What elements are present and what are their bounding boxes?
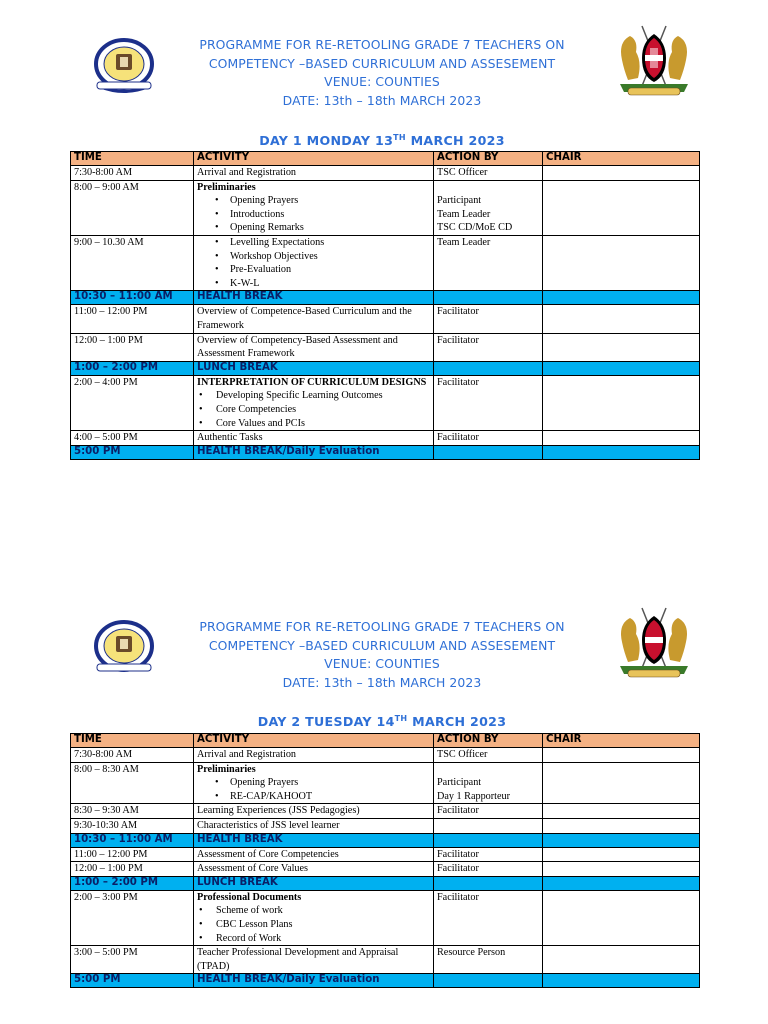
col-action-by: ACTION BY [434,152,543,166]
table-row: 2:00 – 4:00 PM INTERPRETATION OF CURRICULUM DESIGNS • Developing Specific Learning Outcomes • Core Competencies • Core Values and PCIs Facilitator [71,375,700,430]
programme-header [0,582,768,707]
table-row: 4:00 – 5:00 PM Authentic Tasks Facilitator [71,431,700,446]
evaluation-break-row: 5:00 PM HEALTH BREAK/Daily Evaluation [71,974,700,988]
header-line-4: DATE: 13th – 18th MARCH 2023 [282,92,482,108]
header-line-1: PROGRAMME FOR RE-RETOOLING GRADE 7 TEACHERS ON [199,37,565,52]
table-row: 11:00 – 12:00 PM Assessment of Core Competencies Facilitator [71,847,700,862]
lunch-break-row: 1:00 – 2:00 PM LUNCH BREAK [71,361,700,375]
tsc-seal-icon [91,620,157,676]
table-row: 3:00 – 5:00 PM Teacher Professional Development and Appraisal (TPAD) Resource Person [71,946,700,974]
table-row: 8:00 – 9:00 AM Preliminaries • Opening Prayers • Introductions • Opening Remarks Participant Team Leader TSC CD/MoE CD [71,180,700,235]
tsc-seal-icon [91,38,157,94]
col-time: TIME [71,152,194,166]
header-line-4: DATE: 13th – 18th MARCH 2023 [282,674,482,690]
table-row: 11:00 – 12:00 PM Overview of Competence-Based Curriculum and the Framework Facilitator [71,305,700,333]
table-row: 2:00 – 3:00 PM Professional Documents • Scheme of work • CBC Lesson Plans • Record of Work Facilitator [71,890,700,945]
header-line-3: VENUE: COUNTIES [324,74,440,89]
col-chair: CHAIR [543,152,700,166]
table-header-row [71,734,700,748]
day2-schedule-table [70,733,700,988]
table-row: 9:00 – 10.30 AM • Levelling Expectations • Workshop Objectives • Pre-Evaluation • K-W-L Team Leader [71,235,700,290]
kenya-coat-of-arms-icon [614,22,694,100]
col-time: TIME [71,734,194,748]
table-row: 9:30-10:30 AM Characteristics of JSS level learner [71,818,700,833]
health-break-row: 10:30 – 11:00 AM HEALTH BREAK [71,291,700,305]
lunch-break-row: 1:00 – 2:00 PM LUNCH BREAK [71,876,700,890]
health-break-row: 10:30 – 11:00 AM HEALTH BREAK [71,833,700,847]
table-row: 7:30-8:00 AM Arrival and Registration TSC Officer [71,748,700,763]
table-row: 12:00 – 1:00 PM Assessment of Core Values Facilitator [71,862,700,877]
evaluation-break-row: 5:00 PM HEALTH BREAK/Daily Evaluation [71,445,700,459]
header-line-1: PROGRAMME FOR RE-RETOOLING GRADE 7 TEACHERS ON [199,619,565,634]
day1-title: DAY 1 MONDAY 13TH MARCH 2023 [259,133,505,148]
table-row: 8:00 – 8:30 AM Preliminaries • Opening Prayers • RE-CAP/KAHOOT Participant Day 1 Rapporteur [71,762,700,804]
kenya-coat-of-arms-icon [614,604,694,682]
table-row: 12:00 – 1:00 PM Overview of Competency-Based Assessment and Assessment Framework Facilitator [71,333,700,361]
table-row: 7:30-8:00 AM Arrival and Registration TSC Officer [71,166,700,181]
day2-title: DAY 2 TUESDAY 14TH MARCH 2023 [257,714,507,729]
day1-schedule-table [70,151,700,460]
header-line-3: VENUE: COUNTIES [324,656,440,671]
col-action-by: ACTION BY [434,734,543,748]
header-line-2: COMPETENCY –BASED CURRICULUM AND ASSESEMENT [208,637,556,653]
header-line-2: COMPETENCY –BASED CURRICULUM AND ASSESEMENT [208,55,556,71]
col-activity: ACTIVITY [194,152,434,166]
table-header-row [71,152,700,166]
table-row: 8:30 – 9:30 AM Learning Experiences (JSS Pedagogies) Facilitator [71,804,700,819]
programme-header [0,0,768,125]
col-chair: CHAIR [543,734,700,748]
col-activity: ACTIVITY [194,734,434,748]
